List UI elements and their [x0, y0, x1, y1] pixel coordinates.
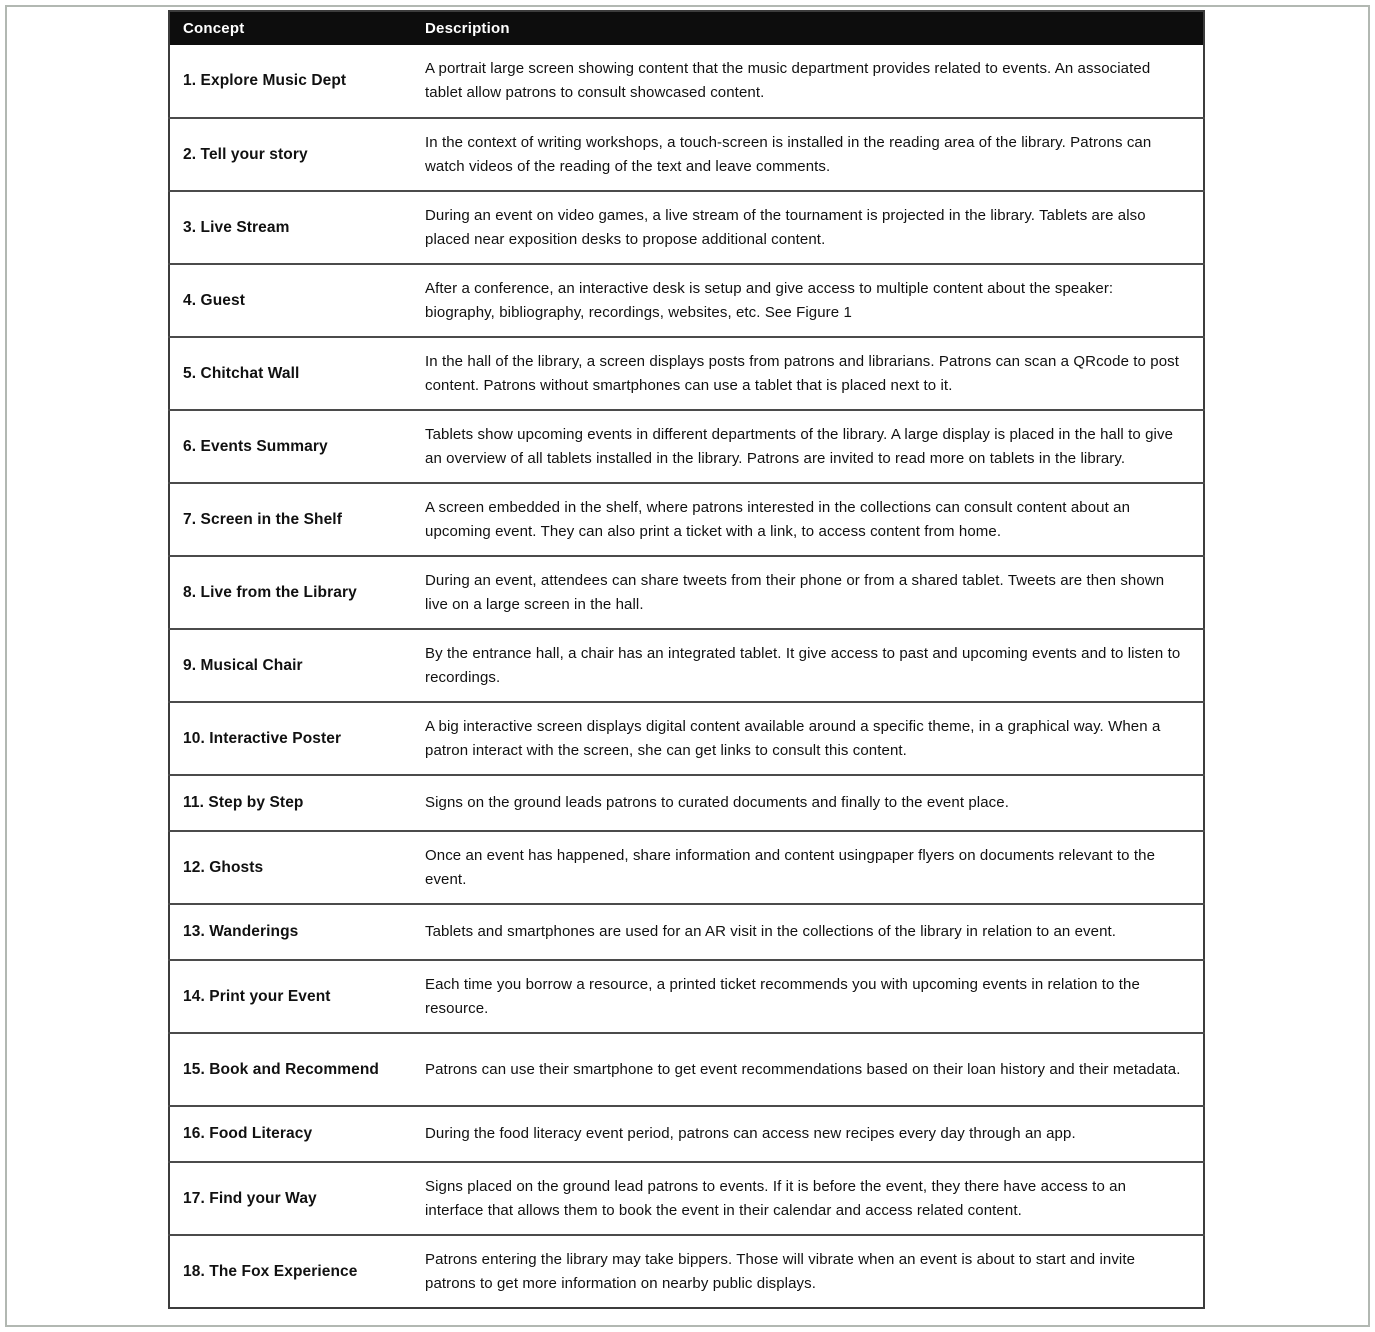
concept-cell: 11. Step by Step — [169, 775, 425, 831]
concept-cell: 10. Interactive Poster — [169, 702, 425, 775]
table-row — [169, 191, 1204, 264]
description-cell: In the hall of the library, a screen displays posts from patrons and librarians. Patrons can scan a QRcode to post content. Patrons without smartphones can use a tablet that is placed next to it. — [425, 337, 1204, 410]
description-cell: Patrons can use their smartphone to get event recommendations based on their loan history and their metadata. — [425, 1033, 1204, 1106]
concept-cell: 2. Tell your story — [169, 118, 425, 191]
table-row — [169, 831, 1204, 904]
table-body — [169, 45, 1204, 1308]
concept-cell: 12. Ghosts — [169, 831, 425, 904]
description-cell: During an event on video games, a live stream of the tournament is projected in the library. Tablets are also placed near exposition desks to propose additional content. — [425, 191, 1204, 264]
concept-cell: 15. Book and Recommend — [169, 1033, 425, 1106]
table-row — [169, 702, 1204, 775]
concept-cell: 3. Live Stream — [169, 191, 425, 264]
header-row — [169, 11, 1204, 45]
table-row — [169, 556, 1204, 629]
description-cell: During an event, attendees can share tweets from their phone or from a shared tablet. Tweets are then shown live on a large screen in the hall. — [425, 556, 1204, 629]
concept-cell: 14. Print your Event — [169, 960, 425, 1033]
description-cell: Tablets show upcoming events in different departments of the library. A large display is placed in the hall to give an overview of all tablets installed in the library. Patrons are invited to read more on tablets in the library. — [425, 410, 1204, 483]
header-concept: Concept — [183, 20, 245, 37]
description-cell: Tablets and smartphones are used for an AR visit in the collections of the library in relation to an event. — [425, 904, 1204, 960]
concepts-table — [168, 10, 1205, 1309]
concept-cell: 9. Musical Chair — [169, 629, 425, 702]
table-row — [169, 264, 1204, 337]
description-cell: Signs placed on the ground lead patrons to events. If it is before the event, they there have access to an interface that allows them to book the event in their calendar and access related content. — [425, 1162, 1204, 1235]
description-cell: After a conference, an interactive desk is setup and give access to multiple content about the speaker: biography, bibliography, recordings, websites, etc. See Figure 1 — [425, 264, 1204, 337]
description-cell: Patrons entering the library may take bippers. Those will vibrate when an event is about to start and invite patrons to get more information on nearby public displays. — [425, 1235, 1204, 1308]
concept-cell: 7. Screen in the Shelf — [169, 483, 425, 556]
concept-cell: 18. The Fox Experience — [169, 1235, 425, 1308]
concept-cell: 5. Chitchat Wall — [169, 337, 425, 410]
description-cell: By the entrance hall, a chair has an integrated tablet. It give access to past and upcoming events and to listen to recordings. — [425, 629, 1204, 702]
table-header — [169, 11, 1204, 45]
table-row — [169, 1235, 1204, 1308]
concept-cell: 17. Find your Way — [169, 1162, 425, 1235]
description-cell: A screen embedded in the shelf, where patrons interested in the collections can consult content about an upcoming event. They can also print a ticket with a link, to access content from home. — [425, 483, 1204, 556]
table-row — [169, 960, 1204, 1033]
table-row — [169, 775, 1204, 831]
description-cell: A big interactive screen displays digital content available around a specific theme, in a graphical way. When a patron interact with the screen, she can get links to consult this content. — [425, 702, 1204, 775]
concept-cell: 16. Food Literacy — [169, 1106, 425, 1162]
table-row — [169, 337, 1204, 410]
table-row — [169, 118, 1204, 191]
description-cell: In the context of writing workshops, a touch-screen is installed in the reading area of the library. Patrons can watch videos of the reading of the text and leave comments. — [425, 118, 1204, 191]
header-description: Description — [425, 20, 510, 37]
concept-cell: 4. Guest — [169, 264, 425, 337]
concept-cell: 13. Wanderings — [169, 904, 425, 960]
description-cell: During the food literacy event period, patrons can access new recipes every day through an app. — [425, 1106, 1204, 1162]
table-row — [169, 1162, 1204, 1235]
concept-cell: 8. Live from the Library — [169, 556, 425, 629]
table-row — [169, 1033, 1204, 1106]
table-row — [169, 1106, 1204, 1162]
table-row — [169, 410, 1204, 483]
description-cell: Signs on the ground leads patrons to curated documents and finally to the event place. — [425, 775, 1204, 831]
table-row — [169, 45, 1204, 118]
table-row — [169, 629, 1204, 702]
description-cell: Each time you borrow a resource, a printed ticket recommends you with upcoming events in relation to the resource. — [425, 960, 1204, 1033]
description-cell: A portrait large screen showing content that the music department provides related to events. An associated tablet allow patrons to consult showcased content. — [425, 60, 1151, 101]
description-cell: Once an event has happened, share information and content usingpaper flyers on documents relevant to the event. — [425, 831, 1204, 904]
table-row — [169, 904, 1204, 960]
table-row — [169, 483, 1204, 556]
concept-cell: 1. Explore Music Dept — [183, 72, 347, 89]
concept-cell: 6. Events Summary — [169, 410, 425, 483]
